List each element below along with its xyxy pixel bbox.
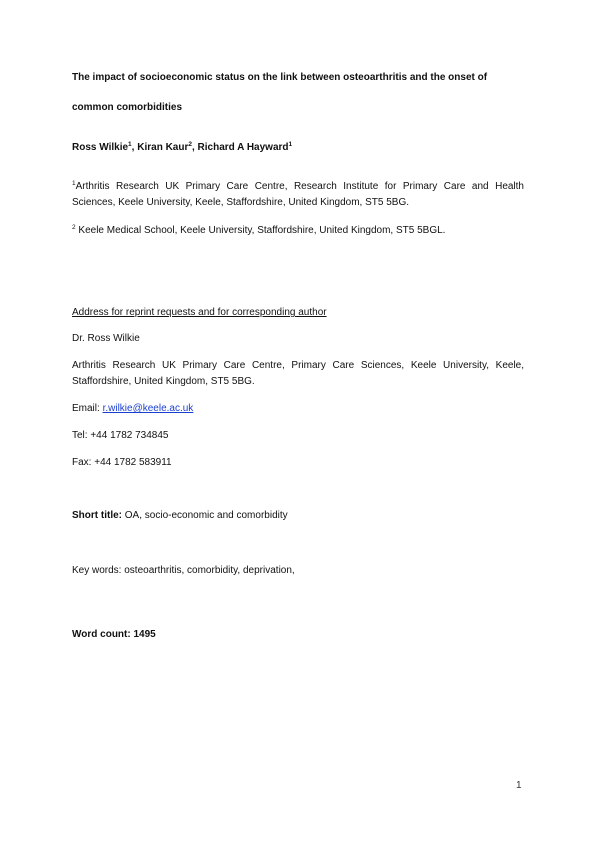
author-affiliation-mark: 1	[288, 141, 293, 148]
author-name: Kiran Kaur	[137, 142, 189, 153]
email-link[interactable]: r.wilkie@keele.ac.uk	[102, 403, 194, 414]
page-number: 1	[516, 780, 522, 791]
author-name: Richard A Hayward	[197, 142, 289, 153]
affiliation-mark: 1	[72, 180, 76, 187]
author-affiliation-mark: 2	[188, 141, 192, 148]
affiliation-mark: 2	[72, 224, 76, 231]
correspondence-fax: Fax: +44 1782 583911	[72, 457, 172, 468]
author-list: Ross Wilkie$^1$, Kiran Kaur$^2$, Richard A Hayward$^1$	[72, 141, 293, 153]
correspondence-name: Dr. Ross Wilkie	[72, 333, 140, 344]
correspondence-heading: Address for reprint requests and for corresponding author	[72, 307, 327, 318]
affiliation-1	[72, 179, 524, 211]
author-name: Ross Wilkie	[72, 142, 129, 153]
correspondence-tel: Tel: +44 1782 734845	[72, 430, 169, 441]
affiliation-text: Keele Medical School, Keele University, Staffordshire, United Kingdom, ST5 5BGL.	[75, 225, 446, 236]
keywords: Key words: osteoarthritis, comorbidity, deprivation,	[72, 565, 295, 576]
affiliation-2	[72, 223, 524, 239]
author-affiliation-mark: 1	[128, 141, 132, 148]
correspondence-email	[72, 401, 524, 417]
word-count: Word count: 1495	[72, 629, 156, 640]
short-title-value: OA, socio-economic and comorbidity	[122, 510, 288, 521]
short-title	[72, 508, 524, 524]
correspondence-address: Arthritis Research UK Primary Care Centre, Primary Care Sciences, Keele University, Keele, Staffordshire, United Kingdom, ST5 5BG.	[72, 360, 524, 387]
title-line-2: common comorbidities	[72, 102, 183, 113]
affiliation-text: Arthritis Research UK Primary Care Centre, Research Institute for Primary Care and Health Sciences, Keele University, Keele, Staffordshire, United Kingdom, ST5 5BG.	[72, 181, 524, 208]
short-title-label: Short title:	[72, 510, 122, 521]
email-label: Email:	[72, 403, 103, 414]
title-line-1: The impact of socioeconomic status on the link between osteoarthritis and the onset of	[72, 72, 488, 83]
